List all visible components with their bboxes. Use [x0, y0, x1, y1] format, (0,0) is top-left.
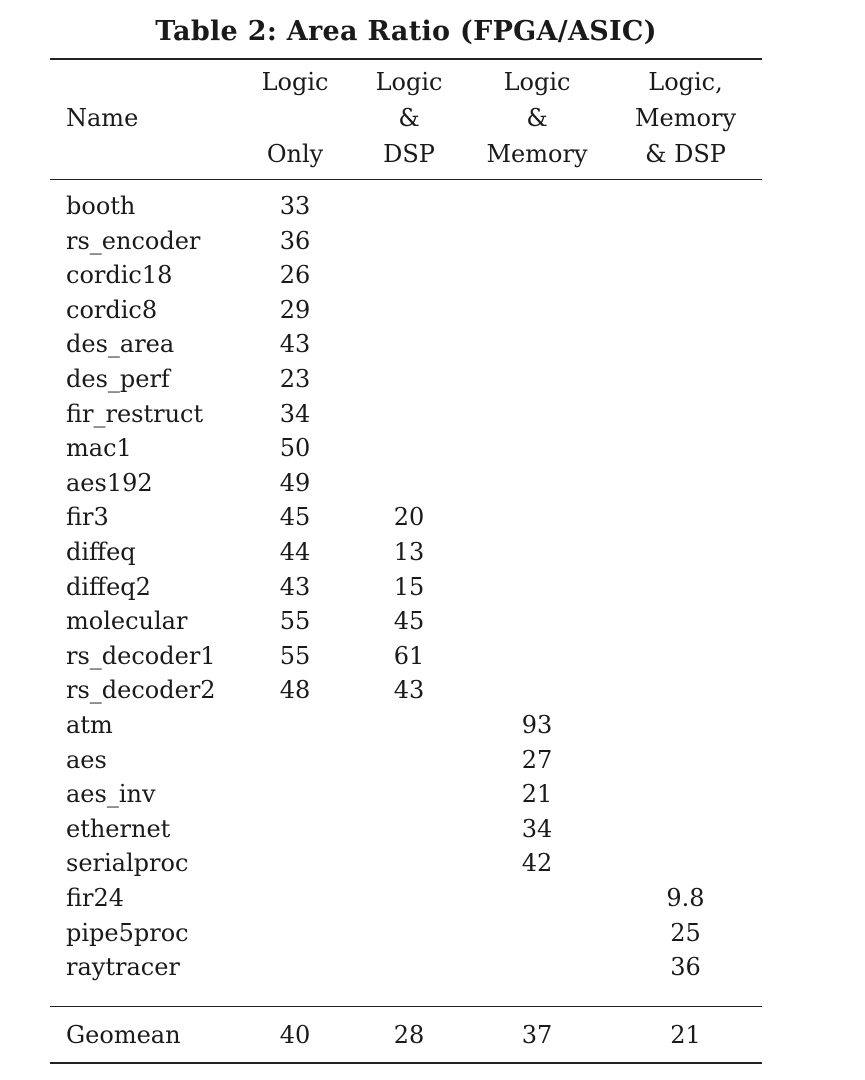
footer-col4: 21 [670, 1021, 701, 1049]
row-col1: 34 [279, 400, 311, 428]
row-col1: 26 [279, 261, 311, 289]
table-caption: Table 2: Area Ratio (FPGA/ASIC) [155, 16, 657, 47]
row-name: pipe5proc [66, 919, 189, 947]
row-col1: 43 [279, 573, 311, 601]
header-col1-line1: Logic [261, 68, 329, 96]
row-col1: 55 [279, 642, 311, 670]
row-col1: 48 [279, 676, 311, 704]
header-col4-line3: & DSP [645, 140, 726, 168]
row-name: fir3 [66, 503, 109, 531]
header-col3-line2: & [526, 104, 548, 132]
row-col1: 44 [279, 538, 311, 566]
row-name: rs_decoder2 [66, 676, 216, 704]
row-name: rs_decoder1 [66, 642, 216, 670]
row-col3: 21 [521, 780, 553, 808]
row-col1: 23 [279, 365, 311, 393]
header-col3-line1: Logic [503, 68, 571, 96]
row-col1: 45 [279, 503, 311, 531]
row-name: booth [66, 192, 136, 220]
footer-col2: 28 [393, 1021, 425, 1049]
header-col2-line2: & [398, 104, 420, 132]
row-col1: 29 [279, 296, 311, 324]
row-name: atm [66, 711, 113, 739]
row-col2: 43 [393, 676, 425, 704]
header-name: Name [66, 104, 139, 132]
row-name: molecular [66, 607, 188, 635]
row-name: aes192 [66, 469, 153, 497]
row-col2: 45 [393, 607, 425, 635]
header-col4-line1: Logic, [648, 68, 723, 96]
row-col1: 33 [279, 192, 311, 220]
row-name: des_perf [66, 365, 170, 393]
row-name: diffeq [66, 538, 136, 566]
row-col4: 25 [670, 919, 701, 947]
row-name: serialproc [66, 849, 189, 877]
footer-name: Geomean [66, 1021, 181, 1049]
row-col3: 27 [521, 746, 553, 774]
row-name: fir_restruct [66, 400, 204, 428]
row-name: rs_encoder [66, 227, 201, 255]
row-name: diffeq2 [66, 573, 151, 601]
row-col1: 50 [279, 434, 311, 462]
row-col4: 36 [670, 953, 701, 981]
row-name: fir24 [66, 884, 125, 912]
row-col2: 61 [393, 642, 425, 670]
header-col3-line3: Memory [486, 140, 588, 168]
header-col2-line3: DSP [383, 140, 435, 168]
row-name: des_area [66, 330, 175, 358]
header-col1-line3: Only [266, 140, 324, 168]
row-name: ethernet [66, 815, 171, 843]
row-col2: 13 [393, 538, 425, 566]
row-name: cordic18 [66, 261, 173, 289]
top-rule [50, 58, 762, 60]
row-col4: 9.8 [666, 884, 705, 912]
row-name: mac1 [66, 434, 132, 462]
row-col3: 42 [521, 849, 553, 877]
row-name: aes_inv [66, 780, 156, 808]
row-col3: 34 [521, 815, 553, 843]
row-col1: 49 [279, 469, 311, 497]
row-col2: 20 [393, 503, 425, 531]
header-col2-line1: Logic [375, 68, 443, 96]
row-name: cordic8 [66, 296, 158, 324]
row-col1: 36 [279, 227, 311, 255]
footer-col1: 40 [279, 1021, 311, 1049]
row-col2: 15 [393, 573, 425, 601]
row-name: aes [66, 746, 107, 774]
row-col1: 55 [279, 607, 311, 635]
row-name: raytracer [66, 953, 180, 981]
header-rule [50, 179, 762, 180]
row-col1: 43 [279, 330, 311, 358]
row-col3: 93 [521, 711, 553, 739]
footer-col3: 37 [521, 1021, 553, 1049]
bottom-rule [50, 1062, 762, 1064]
footer-rule [50, 1006, 762, 1007]
header-col4-line2: Memory [634, 104, 736, 132]
